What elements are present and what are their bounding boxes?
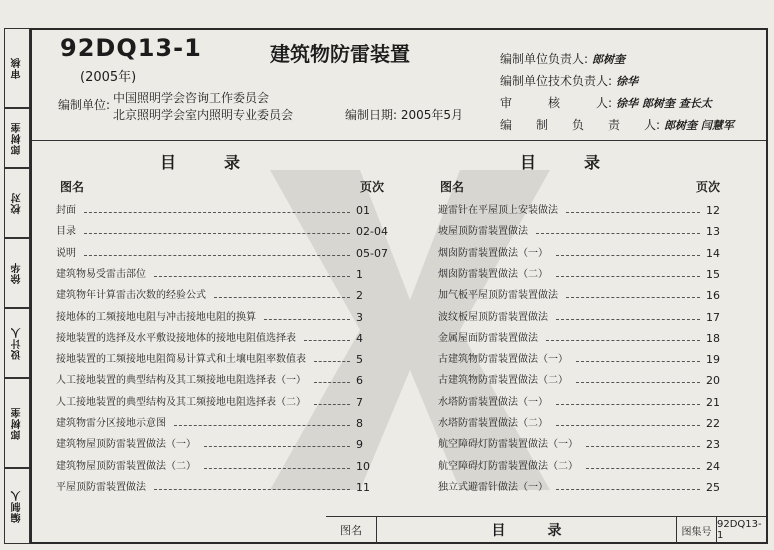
toc-entry-page: 2 [356,289,363,303]
stamp-text: 编制人 [11,489,23,523]
toc-entry-page: 7 [356,395,363,409]
toc-entry [438,289,730,303]
title-value: 目 录 [376,517,676,543]
set-number-value: 92DQ13-1 [716,517,766,543]
leader-dashes [566,212,700,213]
toc-entry [56,460,396,474]
toc-entry-page: 01 [356,204,370,217]
stamp-text: 郎树奎 [11,121,23,155]
leader-dashes [556,319,700,320]
toc-entry-page: 5 [356,353,363,367]
toc-entry-page: 24 [706,459,720,473]
leader-dashes [314,382,350,383]
leader-dashes [264,319,350,320]
toc-entry-page: 12 [706,204,720,217]
toc-entry-title: 水塔防雷装置做法（二） [438,418,548,429]
toc-entry [56,247,396,261]
toc-entry-page: 11 [356,480,370,494]
compiler-unit-1: 中国照明学会咨询工作委员会 [113,91,270,105]
atlas-code: 92DQ13-1 [60,34,202,62]
toc-entry [438,247,730,261]
toc-entry-title: 建筑物屋顶防雷装置做法（二） [56,460,196,472]
toc-entry [438,460,730,474]
toc-entry [56,332,396,346]
toc-entry [56,204,396,218]
leader-dashes [304,340,350,341]
stamp-text: 审核 [11,57,23,79]
toc-entry [56,268,396,282]
toc-entry-title: 古建筑物防雷装置做法（一） [438,354,568,366]
leader-dashes [576,382,700,383]
column-header-name: 图名 [440,180,465,194]
toc-entry-title: 航空障碍灯防雷装置做法（二） [438,460,578,472]
toc-entry-title: 目录 [56,226,76,238]
leader-dashes [84,233,350,234]
responsible-row [500,72,638,89]
toc-heading-right: 目 录 [520,153,601,172]
title-label: 图名 [340,524,362,537]
stamp-cell [4,28,30,108]
leader-dashes [556,489,700,490]
leader-dashes [314,404,350,405]
column-header-name: 图名 [60,180,85,194]
toc-entry [438,438,730,452]
responsible-row [500,50,625,67]
column-header-page: 页次 [696,180,721,194]
signature: 徐华 郎树奎 查长太 [616,97,712,110]
signature: 徐华 [616,75,639,88]
toc-entry-title: 建筑物雷分区接地示意图 [56,418,166,429]
leader-dashes [154,489,350,490]
toc-entry [56,225,396,239]
toc-entry [438,417,730,431]
signature: 郎树奎 [592,53,626,66]
toc-entry-page: 6 [356,374,363,388]
toc-entry-page: 9 [356,438,363,452]
role-label: 编制单位技术负责人: [500,74,613,88]
toc-entry-page: 05-07 [356,246,388,260]
toc-entry-title: 建筑物屋顶防雷装置做法（一） [56,439,196,451]
toc-entry-page: 20 [706,374,720,388]
toc-entry-title: 封面 [56,205,76,216]
stamp-text: 郎树奎 [11,406,23,440]
toc-entry-page: 10 [356,459,370,473]
stamp-cell [4,378,30,468]
leader-dashes [84,212,350,213]
leader-dashes [556,255,700,256]
leader-dashes [314,361,350,362]
toc-entry-page: 02-04 [356,225,388,239]
leader-dashes [586,446,700,447]
signature: 郎树奎 闫慧军 [664,119,734,132]
toc-entry-page: 17 [706,310,720,324]
leader-dashes [154,276,350,277]
title-block [326,516,766,543]
toc-entry [438,353,730,367]
toc-entry-page: 8 [356,417,363,430]
toc-entry-title: 建筑物年计算雷击次数的经验公式 [56,290,206,302]
toc-entry-title: 航空障碍灯防雷装置做法（一） [438,439,578,451]
compiler-label: 编制单位: [58,98,111,112]
toc-entry-title: 接地体的工频接地电阻与冲击接地电阻的换算 [56,311,256,323]
leader-dashes [566,297,700,298]
toc-entry [438,268,730,282]
role-label: 编 制 负 责 人: [500,118,661,132]
stamp-cell [4,468,30,544]
stamp-cell [4,308,30,378]
toc-entry-title: 加气板平屋顶防雷装置做法 [438,290,558,302]
stamp-text: 徐华 [11,262,23,284]
toc-entry-title: 烟囱防雷装置做法（一） [438,247,548,259]
toc-entry [56,289,396,303]
header-divider [32,140,766,141]
toc-entry [438,481,730,495]
toc-entry [438,311,730,325]
toc-heading-left: 目 录 [160,153,241,172]
leader-dashes [556,276,700,277]
toc-entry-page: 1 [356,267,363,281]
toc-entry-title: 平屋顶防雷装置做法 [56,481,146,493]
toc-entry-title: 烟囱防雷装置做法（二） [438,268,548,280]
toc-entry [438,225,730,239]
compile-date: 编制日期: 2005年5月 [345,108,464,122]
toc-entry-page: 23 [706,438,720,452]
toc-entry-title: 避雷针在平屋顶上安装做法 [438,205,558,216]
toc-entry [56,417,396,431]
leader-dashes [576,361,700,362]
page-title: 建筑物防雷装置 [270,42,410,66]
toc-entry-title: 人工接地装置的典型结构及其工频接地电阻选择表（二） [56,396,306,408]
toc-entry-page: 15 [706,267,720,281]
stamp-cell [4,238,30,308]
set-number-label: 图集号 [676,517,716,543]
toc-entry-page: 18 [706,331,720,345]
toc-entry-page: 21 [706,395,720,409]
toc-entry-page: 16 [706,289,720,303]
role-label: 编制单位负责人: [500,52,589,66]
leader-dashes [536,233,700,234]
leader-dashes [84,255,350,256]
leader-dashes [556,425,700,426]
leader-dashes [546,340,700,341]
toc-entry [56,438,396,452]
signature-strip [4,28,30,544]
toc-entry-title: 坡屋顶防雷装置做法 [438,226,528,238]
toc-entry-title: 独立式避雷针做法（一） [438,481,548,493]
toc-entry [56,396,396,410]
toc-entry-title: 接地装置的选择及水平敷设接地体的接地电阻值选择表 [56,332,296,344]
toc-entry [438,374,730,388]
toc-entry [56,481,396,495]
toc-entry-title: 建筑物易受雷击部位 [56,268,146,280]
leader-dashes [586,468,700,469]
toc-entry [438,204,730,218]
leader-dashes [214,297,350,298]
leader-dashes [204,446,350,447]
stamp-cell [4,168,30,238]
toc-entry [438,332,730,346]
leader-dashes [556,404,700,405]
toc-entry-page: 13 [706,225,720,239]
stamp-cell [4,108,30,168]
toc-entry [438,396,730,410]
toc-entry-title: 水塔防雷装置做法（一） [438,396,548,408]
toc-entry-page: 22 [706,417,720,430]
leader-dashes [174,425,350,426]
responsible-row [500,94,712,111]
toc-entry-page: 25 [706,480,720,494]
toc-entry-title: 波纹板屋顶防雷装置做法 [438,311,548,323]
edition-year: (2005年) [80,70,137,85]
column-header-page: 页次 [360,180,385,194]
compiler-unit-2: 北京照明学会室内照明专业委员会 [113,108,294,122]
toc-entry [56,353,396,367]
toc-entry-title: 接地装置的工频接地电阻简易计算式和土壤电阻率数值表 [56,354,306,366]
toc-entry-page: 4 [356,331,363,345]
responsible-row [500,116,734,133]
leader-dashes [204,468,350,469]
toc-entry-title: 金属屋面防雷装置做法 [438,332,538,344]
toc-entry [56,311,396,325]
stamp-text: 设计人 [11,326,23,360]
stamp-text: 校对 [11,192,23,214]
toc-entry-title: 古建筑物防雷装置做法（二） [438,375,568,387]
toc-entry-title: 说明 [56,247,76,259]
role-label: 审 核 人: [500,96,613,110]
toc-entry-page: 19 [706,353,720,367]
toc-entry-page: 3 [356,310,363,324]
toc-entry-title: 人工接地装置的典型结构及其工频接地电阻选择表（一） [56,375,306,387]
toc-entry-page: 14 [706,246,720,260]
toc-entry [56,374,396,388]
